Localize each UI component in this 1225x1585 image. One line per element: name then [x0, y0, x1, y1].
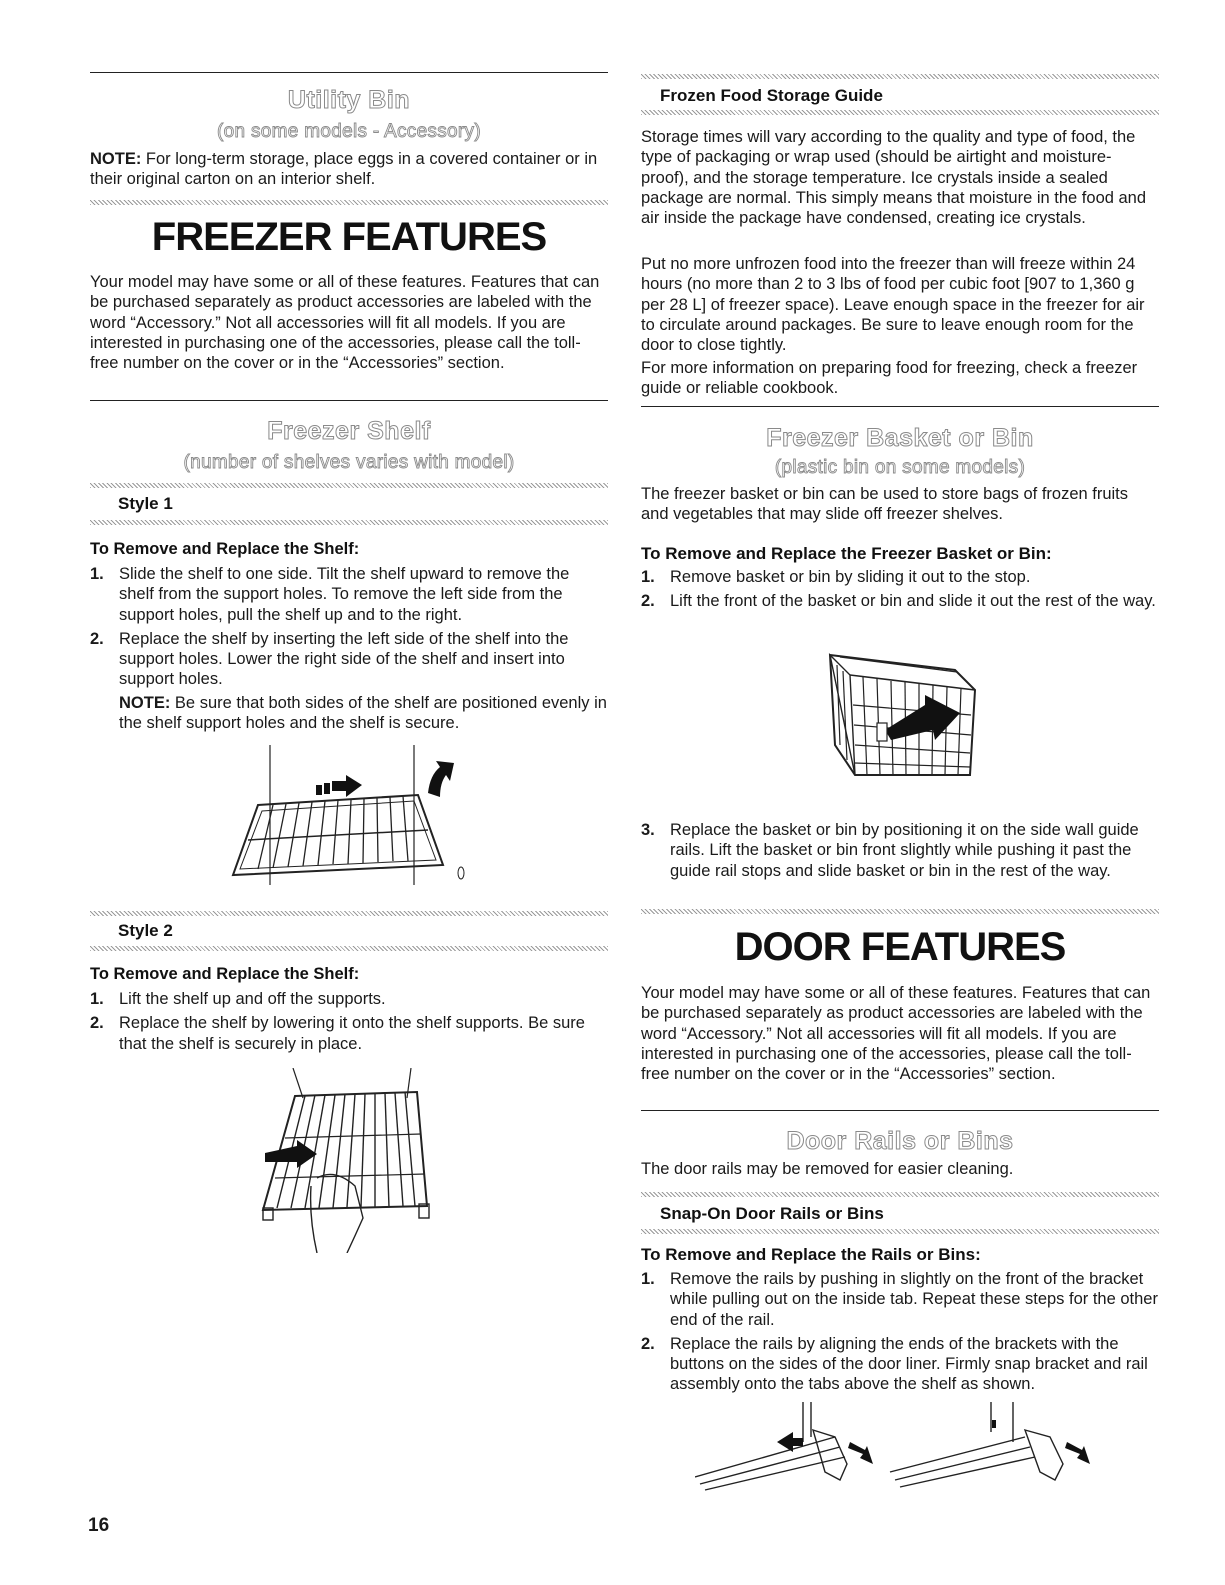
list-item: [90, 1013, 608, 1054]
step-text: Lift the shelf up and off the supports.: [119, 990, 386, 1008]
note-label: NOTE:: [90, 150, 142, 168]
style1-label: Style 1: [118, 494, 173, 513]
step-text: Remove the rails by pushing in slightly on the front of the bracket while pulling out on the inside tab. Repeat these steps for the other end of the rail.: [670, 1270, 1158, 1329]
snap-on-label: Snap-On Door Rails or Bins: [660, 1204, 884, 1223]
door-features-intro: Your model may have some or all of these features. Features that can be purchased separately as product accessories are labeled with the word “Accessory.” Not all accessories will fit all models. If you are interested in purchasing one of the accessories, please call the toll-free number on the cover or in the “Accessories” section.: [641, 984, 1151, 1084]
freezer-basket-step3: [641, 820, 1159, 885]
style2-heading: To Remove and Replace the Shelf:: [90, 965, 360, 983]
list-item: [641, 1334, 1159, 1395]
top-rule-left: [90, 72, 608, 73]
freezer-basket-steps: [641, 567, 1159, 616]
section-rule: [90, 400, 608, 401]
step-text: Replace the shelf by lowering it onto the shelf supports. Be sure that the shelf is securely in place.: [119, 1014, 585, 1053]
style1-heading: To Remove and Replace the Shelf:: [90, 540, 360, 558]
hatch-divider: [90, 911, 608, 916]
hatch-divider: [90, 946, 608, 951]
utility-bin-title: Utility Bin: [287, 86, 411, 114]
step-number: 2.: [90, 629, 104, 648]
freezer-basket-heading: To Remove and Replace the Freezer Basket or Bin:: [641, 544, 1052, 563]
frozen-guide-paragraph: Put no more unfrozen food into the freezer than will freeze within 24 hours (no more than 2 to 3 lbs of food per cubic foot [907 to 1,360 g per 28 L] of freezer space). Leave enough space in the freezer for air to circulate around packages. Be sure to leave enough room for the door to close tightly.: [641, 255, 1145, 355]
freezer-basket-intro: The freezer basket or bin can be used to store bags of frozen fruits and vegetables that may slide off freezer shelves.: [641, 485, 1129, 524]
list-item: [641, 591, 1159, 611]
door-rails-heading: To Remove and Replace the Rails or Bins:: [641, 1245, 981, 1264]
step-number: 1.: [90, 565, 104, 583]
style2-steps: [90, 989, 608, 1058]
freezer-features-title: FREEZER FEATURES: [151, 215, 547, 259]
note-text: Be sure that both sides of the shelf are positioned evenly in the shelf support holes and the shelf is secure.: [119, 694, 607, 733]
section-rule: [641, 406, 1159, 407]
hatch-divider: [90, 520, 608, 525]
hatch-divider: [641, 909, 1159, 914]
freezer-basket-illustration: [825, 645, 985, 780]
hatch-divider: [641, 74, 1159, 79]
page-number: 16: [88, 1515, 110, 1536]
step-number: 2.: [641, 1334, 655, 1353]
utility-bin-note: [90, 149, 608, 190]
freezer-basket-title: Freezer Basket or Bin: [766, 424, 1034, 452]
door-rail-illustration: [695, 1402, 1105, 1492]
list-item: [641, 820, 1159, 881]
step-number: 1.: [641, 1270, 655, 1288]
utility-bin-subtitle: (on some models - Accessory): [217, 121, 481, 142]
list-item: [641, 567, 1159, 587]
freezer-basket-subtitle: (plastic bin on some models): [774, 457, 1026, 478]
step-text: Replace the rails by aligning the ends of the brackets with the buttons on the sides of the door liner. Firmly snap bracket and rail assembly onto the tabs above the shelf as shown.: [670, 1334, 1148, 1394]
hatch-divider: [641, 1192, 1159, 1197]
list-item: [90, 564, 608, 625]
step-number: 3.: [641, 821, 655, 839]
style2-label: Style 2: [118, 921, 173, 940]
hatch-divider: [90, 483, 608, 488]
freezer-shelf-subtitle: (number of shelves varies with model): [183, 452, 515, 473]
freezer-shelf-title: Freezer Shelf: [267, 417, 431, 445]
section-rule: [641, 1110, 1159, 1111]
frozen-guide-paragraph: Storage times will vary according to the quality and type of food, the type of packaging or wrap used (should be airtight and moisture-proof), and the storage temperature. Ice crystals inside a sealed package are normal. This simply means that moisture in the food and air inside the package have condensed, creating ice crystals.: [641, 128, 1147, 228]
hatch-divider: [641, 1229, 1159, 1234]
step-number: 2.: [90, 1014, 104, 1033]
step-text: Slide the shelf to one side. Tilt the shelf upward to remove the shelf from the support holes. To remove the left side from the support holes, pull the shelf up and to the right.: [119, 565, 570, 624]
list-item: [90, 989, 608, 1009]
step-number: 1.: [90, 990, 104, 1008]
step-text: Replace the basket or bin by positioning it on the side wall guide rails. Lift the basket or bin front slightly while pushing it past the guide rail stops and slide basket or bin in the rest of the way.: [670, 821, 1139, 880]
step-text: Remove basket or bin by sliding it out to the stop.: [670, 568, 1031, 586]
style1-steps: [90, 564, 608, 694]
note-label: NOTE:: [119, 694, 171, 712]
door-features-title: DOOR FEATURES: [734, 925, 1066, 969]
step-number: 2.: [641, 592, 655, 611]
step-number: 1.: [641, 568, 655, 586]
shelf-style1-illustration: [218, 745, 478, 890]
step-text: Replace the shelf by inserting the left side of the shelf into the support holes. Lower the right side of the shelf and insert into support holes.: [119, 629, 569, 689]
frozen-guide-heading: Frozen Food Storage Guide: [660, 86, 883, 105]
list-item: [90, 629, 608, 690]
note-text: For long-term storage, place eggs in a covered container or in their original carton on an interior shelf.: [90, 150, 598, 189]
hatch-divider: [90, 200, 608, 205]
style1-note: [119, 693, 608, 734]
freezer-features-intro: Your model may have some or all of these features. Features that can be purchased separately as product accessories are labeled with the word “Accessory.” Not all accessories will fit all models. If you are interested in purchasing one of the accessories, please call the toll-free number on the cover or in the “Accessories” section.: [90, 273, 600, 373]
door-rails-steps: [641, 1269, 1159, 1399]
door-rails-intro: The door rails may be removed for easier cleaning.: [641, 1160, 1014, 1178]
frozen-guide-paragraph: For more information on preparing food for freezing, check a freezer guide or reliable cookbook.: [641, 359, 1138, 398]
hatch-divider: [641, 110, 1159, 115]
step-text: Lift the front of the basket or bin and slide it out the rest of the way.: [670, 592, 1156, 611]
list-item: [641, 1269, 1159, 1330]
shelf-style2-illustration: [255, 1068, 455, 1253]
door-rails-title: Door Rails or Bins: [786, 1127, 1014, 1155]
